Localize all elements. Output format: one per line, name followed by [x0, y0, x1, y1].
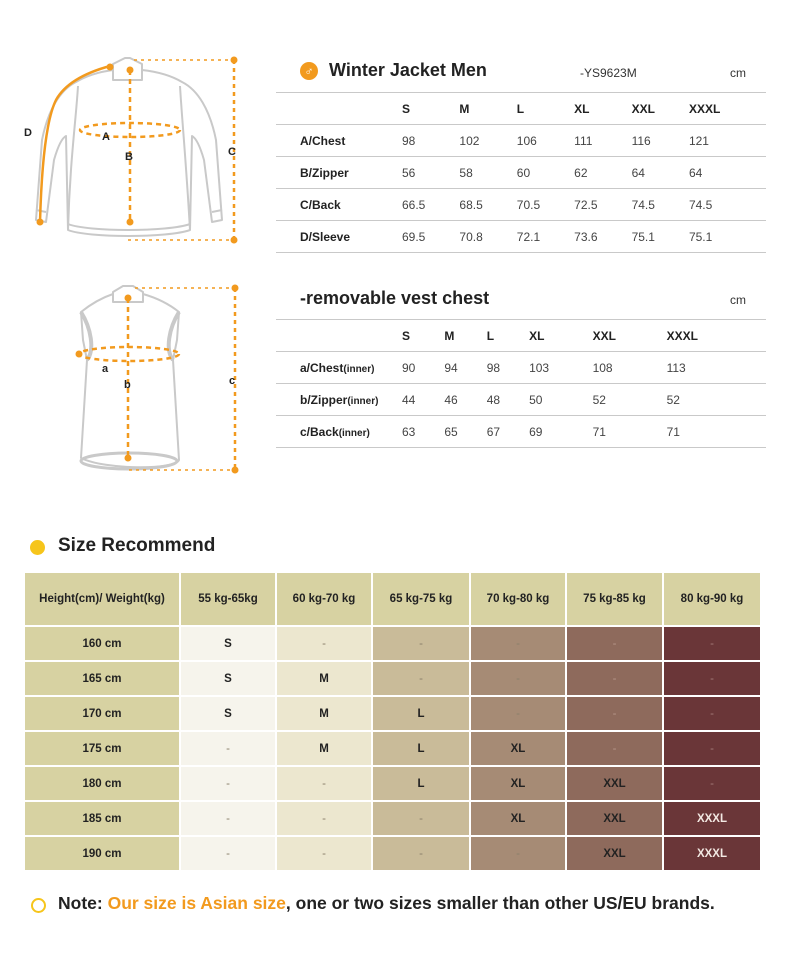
- row-label-text: a/Chest: [300, 360, 344, 375]
- size-header: XXXL: [667, 320, 766, 352]
- vest-label-a: a: [102, 363, 109, 375]
- size-header: L: [487, 320, 529, 352]
- jacket-size-chart: [276, 56, 766, 256]
- row-label-suffix: (inner): [338, 427, 370, 439]
- size-cell: -: [664, 767, 760, 800]
- cell: 102: [459, 125, 516, 157]
- weight-header: 80 kg-90 kg: [664, 573, 760, 625]
- row-label: C/Back: [276, 189, 402, 221]
- cell: 94: [444, 352, 486, 384]
- size-cell: -: [567, 732, 662, 765]
- cell: 111: [574, 125, 631, 157]
- size-cell: XXL: [567, 802, 662, 835]
- table-row: [276, 125, 766, 157]
- size-cell: -: [181, 802, 275, 835]
- weight-header: 65 kg-75 kg: [373, 573, 469, 625]
- cell: 60: [517, 157, 574, 189]
- cell: 98: [487, 352, 529, 384]
- cell: 65: [444, 416, 486, 448]
- cell: 74.5: [632, 189, 689, 221]
- size-cell: -: [277, 767, 371, 800]
- size-header: XL: [574, 93, 631, 125]
- row-label: [276, 384, 402, 416]
- cell: 116: [632, 125, 689, 157]
- cell: 75.1: [632, 221, 689, 253]
- row-label-suffix: (inner): [343, 363, 375, 375]
- size-cell: -: [373, 662, 469, 695]
- jacket-title: Winter Jacket Men: [329, 60, 487, 80]
- size-cell: XXXL: [664, 802, 760, 835]
- jacket-measure-table: [276, 92, 766, 253]
- size-cell: XXL: [567, 767, 662, 800]
- cell: 113: [667, 352, 766, 384]
- weight-header: 70 kg-80 kg: [471, 573, 565, 625]
- size-cell: XXXL: [664, 837, 760, 870]
- vest-label-b: b: [124, 379, 131, 391]
- jacket-label-c: C: [228, 146, 236, 158]
- table-row: [25, 697, 760, 730]
- size-header: XL: [529, 320, 593, 352]
- bullet-dot-icon: [30, 540, 45, 555]
- height-cell: 190 cm: [25, 837, 179, 870]
- note-prefix: Note:: [58, 893, 108, 913]
- row-label: A/Chest: [276, 125, 402, 157]
- size-cell: -: [567, 627, 662, 660]
- table-header-row: [276, 320, 766, 352]
- vest-title: -removable vest chest: [300, 288, 490, 308]
- size-cell: -: [567, 662, 662, 695]
- height-cell: 160 cm: [25, 627, 179, 660]
- cell: 50: [529, 384, 593, 416]
- jacket-unit: cm: [730, 66, 746, 80]
- size-cell: S: [181, 627, 275, 660]
- cell: 52: [667, 384, 766, 416]
- cell: 70.8: [459, 221, 516, 253]
- table-row: [276, 416, 766, 448]
- note-rest: , one or two sizes smaller than other US/EU brands.: [285, 893, 715, 913]
- row-label: D/Sleeve: [276, 221, 402, 253]
- size-cell: XL: [471, 802, 565, 835]
- bullet-ring-icon: [31, 898, 46, 913]
- size-cell: XL: [471, 732, 565, 765]
- table-row: [276, 352, 766, 384]
- table-row: [25, 802, 760, 835]
- cell: 72.1: [517, 221, 574, 253]
- size-cell: M: [277, 697, 371, 730]
- cell: 73.6: [574, 221, 631, 253]
- cell: 72.5: [574, 189, 631, 221]
- size-cell: -: [181, 767, 275, 800]
- table-row: [276, 189, 766, 221]
- cell: 62: [574, 157, 631, 189]
- size-cell: S: [181, 662, 275, 695]
- size-cell: -: [471, 662, 565, 695]
- height-cell: 185 cm: [25, 802, 179, 835]
- note-highlight: Our size is Asian size: [107, 893, 286, 913]
- table-row: [25, 732, 760, 765]
- size-cell: L: [373, 697, 469, 730]
- size-header: XXXL: [689, 93, 766, 125]
- size-cell: -: [181, 837, 275, 870]
- cell: 106: [517, 125, 574, 157]
- size-cell: -: [277, 802, 371, 835]
- jacket-label-b: B: [125, 151, 133, 163]
- cell: 103: [529, 352, 593, 384]
- table-header-row: [276, 93, 766, 125]
- cell: 52: [593, 384, 667, 416]
- table-row: [276, 384, 766, 416]
- row-label-suffix: (inner): [347, 395, 379, 407]
- vest-illustration: [65, 280, 255, 475]
- cell: 64: [632, 157, 689, 189]
- vest-measure-table: [276, 319, 766, 448]
- size-cell: -: [373, 802, 469, 835]
- table-row: [25, 662, 760, 695]
- cell: 67: [487, 416, 529, 448]
- table-row: [25, 767, 760, 800]
- height-cell: 175 cm: [25, 732, 179, 765]
- size-header: XXL: [593, 320, 667, 352]
- cell: 58: [459, 157, 516, 189]
- weight-header: 55 kg-65kg: [181, 573, 275, 625]
- jacket-label-d: D: [24, 127, 32, 139]
- weight-header: 75 kg-85 kg: [567, 573, 662, 625]
- row-label: [276, 416, 402, 448]
- size-cell: -: [373, 837, 469, 870]
- height-weight-header: Height(cm)/ Weight(kg): [25, 573, 179, 625]
- size-cell: -: [181, 732, 275, 765]
- cell: 56: [402, 157, 459, 189]
- size-cell: -: [471, 837, 565, 870]
- cell: 69.5: [402, 221, 459, 253]
- table-header-row: [25, 573, 760, 625]
- male-symbol-icon: ♂: [300, 62, 318, 80]
- table-row: [25, 627, 760, 660]
- jacket-illustration: [18, 50, 248, 250]
- vest-size-chart: [276, 284, 766, 454]
- size-header: XXL: [632, 93, 689, 125]
- row-label: [276, 352, 402, 384]
- table-row: [276, 157, 766, 189]
- row-label-text: c/Back: [300, 424, 339, 439]
- size-cell: -: [664, 662, 760, 695]
- height-cell: 180 cm: [25, 767, 179, 800]
- cell: 71: [667, 416, 766, 448]
- row-label: B/Zipper: [276, 157, 402, 189]
- cell: 68.5: [459, 189, 516, 221]
- size-cell: -: [277, 627, 371, 660]
- size-cell: -: [567, 697, 662, 730]
- cell: 71: [593, 416, 667, 448]
- size-cell: -: [373, 627, 469, 660]
- size-cell: XXL: [567, 837, 662, 870]
- cell: 75.1: [689, 221, 766, 253]
- size-note: [58, 893, 715, 914]
- cell: 69: [529, 416, 593, 448]
- size-recommend-title: Size Recommend: [58, 535, 216, 556]
- cell: 48: [487, 384, 529, 416]
- cell: 108: [593, 352, 667, 384]
- vest-unit: cm: [730, 293, 746, 307]
- cell: 46: [444, 384, 486, 416]
- vest-label-c: c: [229, 375, 236, 387]
- size-header: S: [402, 320, 444, 352]
- size-recommend-table: [23, 571, 762, 872]
- size-cell: -: [664, 732, 760, 765]
- size-cell: -: [277, 837, 371, 870]
- cell: 121: [689, 125, 766, 157]
- cell: 70.5: [517, 189, 574, 221]
- cell: 63: [402, 416, 444, 448]
- cell: 98: [402, 125, 459, 157]
- size-cell: L: [373, 767, 469, 800]
- row-label-text: b/Zipper: [300, 392, 348, 407]
- cell: 66.5: [402, 189, 459, 221]
- cell: 64: [689, 157, 766, 189]
- jacket-code: -YS9623M: [580, 66, 637, 80]
- size-cell: -: [664, 697, 760, 730]
- table-row: [25, 837, 760, 870]
- jacket-label-a: A: [102, 131, 110, 143]
- size-cell: -: [471, 697, 565, 730]
- table-row: [276, 221, 766, 253]
- size-header: M: [459, 93, 516, 125]
- size-cell: -: [471, 627, 565, 660]
- size-cell: XL: [471, 767, 565, 800]
- size-cell: M: [277, 662, 371, 695]
- size-cell: M: [277, 732, 371, 765]
- height-cell: 170 cm: [25, 697, 179, 730]
- size-cell: L: [373, 732, 469, 765]
- cell: 74.5: [689, 189, 766, 221]
- cell: 90: [402, 352, 444, 384]
- size-cell: S: [181, 697, 275, 730]
- weight-header: 60 kg-70 kg: [277, 573, 371, 625]
- height-cell: 165 cm: [25, 662, 179, 695]
- size-header: S: [402, 93, 459, 125]
- size-cell: -: [664, 627, 760, 660]
- size-header: L: [517, 93, 574, 125]
- size-header: M: [444, 320, 486, 352]
- cell: 44: [402, 384, 444, 416]
